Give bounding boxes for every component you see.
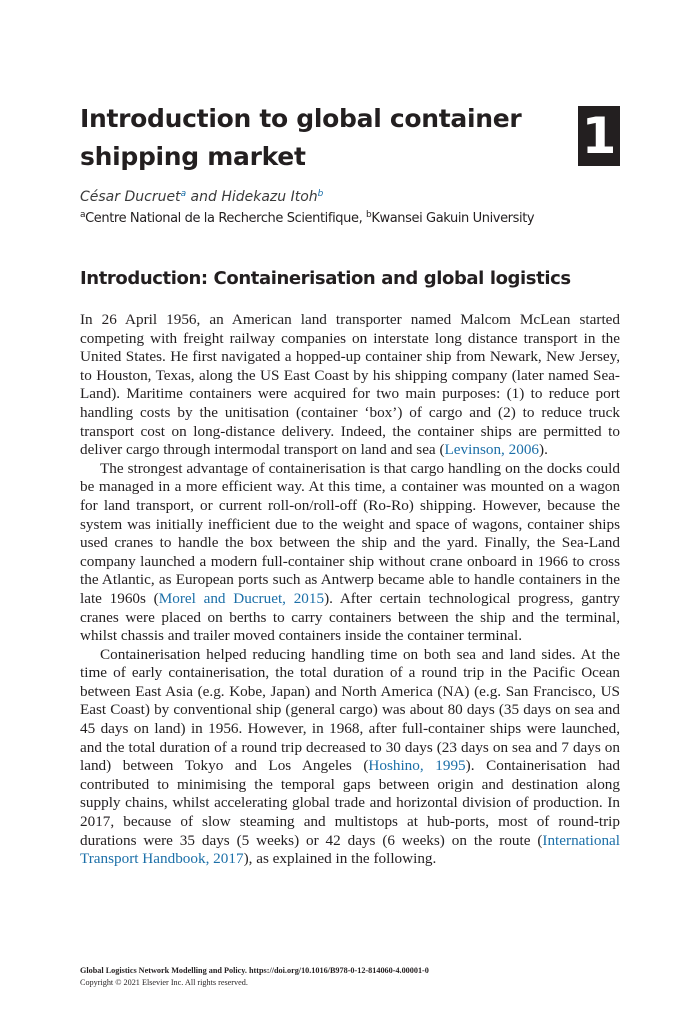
section-heading: Introduction: Containerisation and global logistics (80, 268, 571, 289)
paragraph (80, 646, 620, 869)
citation-link[interactable]: Levinson, 2006 (444, 441, 540, 459)
paragraph-text: ). After certain technological progress, gantry cranes were placed on berths to carry containers between the ship and the terminal, whilst chassis and trailer moved containers inside the container terminal. (80, 589, 620, 645)
affiliation-line (80, 209, 534, 229)
author-name: César Ducruet (80, 189, 181, 205)
affiliation-text: Kwansei Gakuin University (371, 211, 535, 226)
citation-link[interactable]: Hoshino, 1995 (368, 757, 466, 775)
author-name: Hidekazu Itoh (221, 189, 318, 205)
affiliation-mark: a (80, 210, 86, 220)
paragraph-text: ). (539, 441, 548, 459)
paragraph-text: ). Containerisation had contributed to minimising the temporal gaps between origin and destination along supply chains, whilst accelerating global trade and horizontal division of production. In 2017, because of slow steaming and multistops at hub-ports, most of round-trip durations were 35 days (5 weeks) or 42 days (6 weeks) on the route ( (80, 757, 620, 849)
page-footer (80, 965, 620, 989)
book-doi-line: Global Logistics Network Modelling and Policy. https://doi.org/10.1016/B978-0-12-814060-4.00001-0 (80, 966, 429, 975)
paragraph-text: In 26 April 1956, an American land transporter named Malcom McLean started competing with freight railway companies on interstate long distance transport in the United States. He first navigated a hopped-up container ship from Newark, New Jersey, to Houston, Texas, along the US East Coast by his shipping company (later named Sea-Land). Maritime containers were acquired for two main purposes: (1) to reduce port handling costs by the unitisation (container ‘box’) of cargo and (2) to reduce truck transport cost on long-distance delivery. Indeed, the container ships are permitted to deliver cargo through intermodal transport on land and sea ( (80, 311, 620, 459)
citation-link[interactable]: Morel and Ducruet, 2015 (158, 589, 325, 607)
affiliation-link[interactable]: a (180, 189, 187, 199)
author-line (80, 187, 323, 207)
citation-link[interactable]: International Transport Handbook, 2017 (80, 831, 620, 868)
affiliation-mark: b (366, 210, 372, 220)
chapter-title: Introduction to global container shipping market (80, 104, 522, 171)
affiliation-link[interactable]: b (317, 189, 324, 199)
copyright-line: Copyright © 2021 Elsevier Inc. All rights reserved. (80, 978, 248, 987)
paragraph-text: Containerisation helped reducing handling time on both sea and land sides. At the time of early containerisation, the total duration of a round trip in the Pacific Ocean between East Asia (e.g. Kobe, Japan) and North America (NA) (e.g. San Francisco, US East Coast) by conventional ship (general cargo) was about 80 days (35 days on sea and 45 days on land) in 1956. However, in 1968, after full-container ships were launched, and the total duration of a round trip decreased to 30 days (23 days on sea and 7 days on land) between Tokyo and Los Angeles ( (80, 645, 620, 775)
affiliation-text: Centre National de la Recherche Scientifique, (85, 211, 367, 226)
chapter-number-badge: 1 (578, 106, 620, 166)
paragraph (80, 460, 620, 646)
paragraph-text: The strongest advantage of containerisation is that cargo handling on the docks could be managed in a more efficient way. At this time, a container was mounted on a wagon for land transport, or current roll-on/roll-off (Ro-Ro) shipping. However, because the system was initially inefficient due to the weight and space of wagons, container ships used cranes to handle the box between the ship and the yard. Finally, the Sea-Land company launched a modern full-container ship without crane onboard in 1966 to cross the Atlantic, as European ports such as Antwerp became able to handle containers in the late 1960s ( (80, 459, 620, 607)
author-conjunction: and (186, 189, 222, 205)
paragraph (80, 311, 620, 460)
paragraph-text: ), as explained in the following. (243, 850, 437, 868)
body-text (80, 311, 620, 869)
